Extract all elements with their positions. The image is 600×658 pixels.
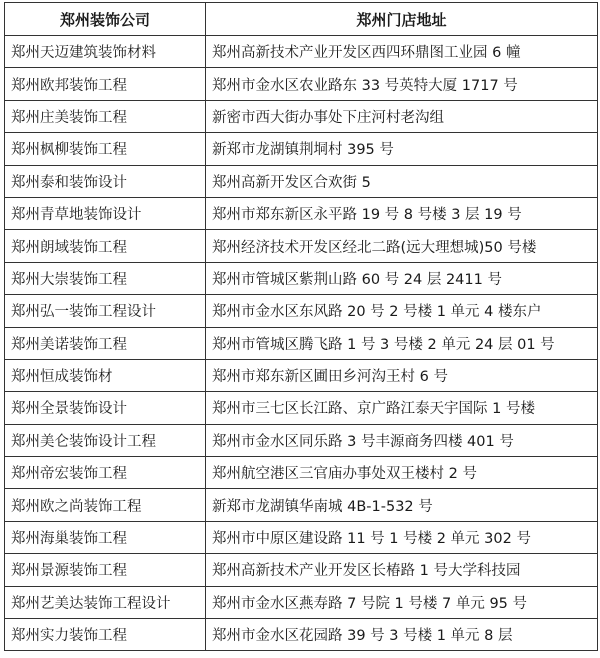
table-row	[5, 554, 598, 586]
table-row	[5, 295, 598, 327]
store-address-cell: 郑州市金水区农业路东 33 号英特大厦 1717 号	[206, 68, 598, 100]
table-body	[5, 36, 598, 651]
company-name-cell: 郑州欧邦装饰工程	[5, 68, 206, 100]
company-name-cell: 郑州景源装饰工程	[5, 554, 206, 586]
table-row	[5, 521, 598, 553]
company-name-cell: 郑州天迈建筑装饰材料	[5, 36, 206, 68]
company-name-cell: 郑州艺美达装饰工程设计	[5, 586, 206, 618]
table-row	[5, 133, 598, 165]
table-row	[5, 262, 598, 294]
store-address-cell: 郑州市三七区长江路、京广路江泰天宇国际 1 号楼	[206, 392, 598, 424]
store-address-cell: 郑州市郑东新区圃田乡河沟王村 6 号	[206, 359, 598, 391]
company-name-cell: 郑州海巢装饰工程	[5, 521, 206, 553]
table-row	[5, 230, 598, 262]
store-address-cell: 郑州市金水区东风路 20 号 2 号楼 1 单元 4 楼东户	[206, 295, 598, 327]
store-address-cell: 郑州高新技术产业开发区西四环鼎图工业园 6 幢	[206, 36, 598, 68]
table-row	[5, 197, 598, 229]
table-row	[5, 165, 598, 197]
store-address-cell: 郑州市管城区腾飞路 1 号 3 号楼 2 单元 24 层 01 号	[206, 327, 598, 359]
store-address-cell: 郑州市金水区同乐路 3 号丰源商务四楼 401 号	[206, 424, 598, 456]
store-address-cell: 新郑市龙湖镇荆垌村 395 号	[206, 133, 598, 165]
store-address-cell: 新郑市龙湖镇华南城 4B-1-532 号	[206, 489, 598, 521]
company-name-cell: 郑州大崇装饰工程	[5, 262, 206, 294]
table-row	[5, 586, 598, 618]
store-address-cell: 郑州高新技术产业开发区长椿路 1 号大学科技园	[206, 554, 598, 586]
company-name-cell: 郑州泰和装饰设计	[5, 165, 206, 197]
company-name-cell: 郑州庄美装饰工程	[5, 100, 206, 132]
company-name-cell: 郑州美诺装饰工程	[5, 327, 206, 359]
table-row	[5, 327, 598, 359]
table-header-row	[5, 3, 598, 36]
table-row	[5, 100, 598, 132]
table-row	[5, 457, 598, 489]
store-address-cell: 郑州经济技术开发区经北二路(远大理想城)50 号楼	[206, 230, 598, 262]
store-address-cell: 郑州航空港区三官庙办事处双王楼村 2 号	[206, 457, 598, 489]
table-row	[5, 489, 598, 521]
company-address-table	[4, 2, 598, 651]
store-address-cell: 郑州市中原区建设路 11 号 1 号楼 2 单元 302 号	[206, 521, 598, 553]
company-name-cell: 郑州全景装饰设计	[5, 392, 206, 424]
company-name-cell: 郑州恒成装饰材	[5, 359, 206, 391]
company-name-cell: 郑州帝宏装饰工程	[5, 457, 206, 489]
company-name-cell: 郑州弘一装饰工程设计	[5, 295, 206, 327]
company-name-cell: 郑州朗域装饰工程	[5, 230, 206, 262]
company-name-cell: 郑州实力装饰工程	[5, 619, 206, 651]
table-row	[5, 36, 598, 68]
table-row	[5, 68, 598, 100]
table-row	[5, 619, 598, 651]
table-row	[5, 392, 598, 424]
company-name-cell: 郑州青草地装饰设计	[5, 197, 206, 229]
column-header-company: 郑州装饰公司	[5, 3, 206, 36]
column-header-address: 郑州门店地址	[206, 3, 598, 36]
company-name-cell: 郑州欧之尚装饰工程	[5, 489, 206, 521]
store-address-cell: 郑州高新开发区合欢街 5	[206, 165, 598, 197]
table-row	[5, 424, 598, 456]
store-address-cell: 郑州市金水区燕寿路 7 号院 1 号楼 7 单元 95 号	[206, 586, 598, 618]
company-name-cell: 郑州枫柳装饰工程	[5, 133, 206, 165]
company-name-cell: 郑州美仑装饰设计工程	[5, 424, 206, 456]
store-address-cell: 郑州市郑东新区永平路 19 号 8 号楼 3 层 19 号	[206, 197, 598, 229]
store-address-cell: 新密市西大街办事处下庄河村老沟组	[206, 100, 598, 132]
store-address-cell: 郑州市管城区紫荆山路 60 号 24 层 2411 号	[206, 262, 598, 294]
store-address-cell: 郑州市金水区花园路 39 号 3 号楼 1 单元 8 层	[206, 619, 598, 651]
table-row	[5, 359, 598, 391]
